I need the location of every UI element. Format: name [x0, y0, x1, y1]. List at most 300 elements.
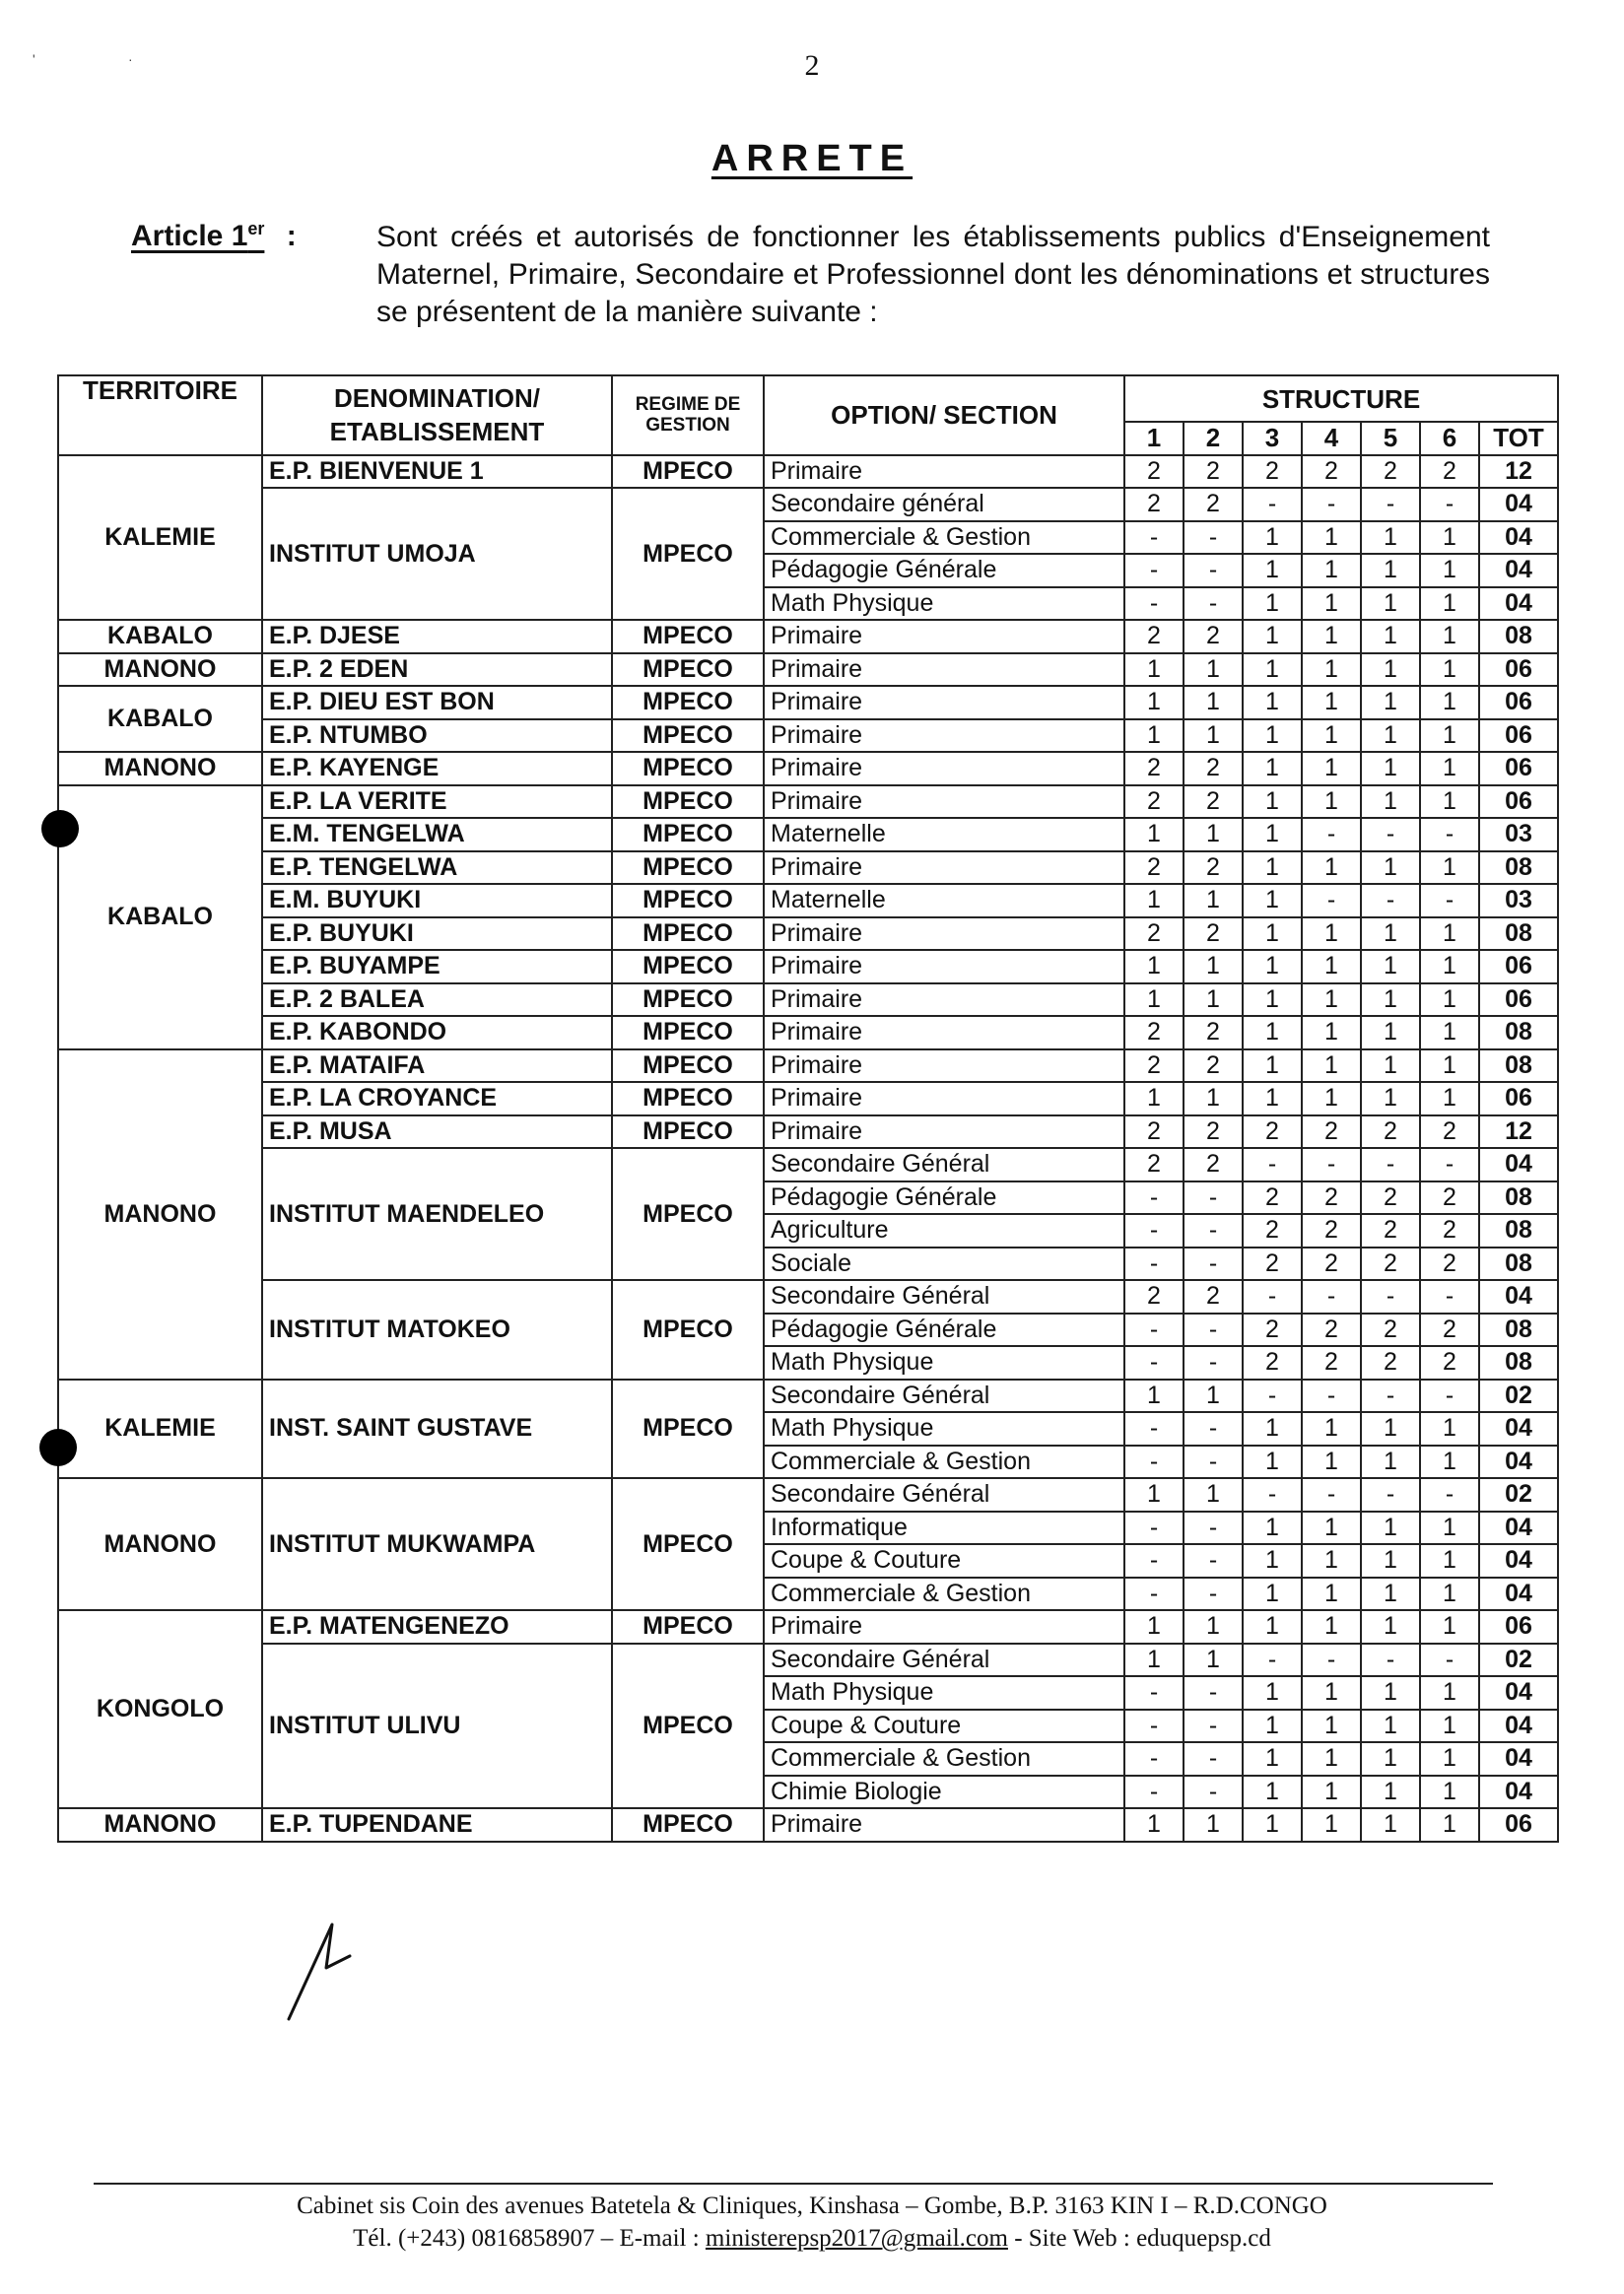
structure-total-cell: 04 [1479, 1280, 1558, 1314]
scan-tick-mark: ' [33, 51, 35, 67]
structure-level-5-cell: 1 [1361, 1512, 1420, 1545]
document-title-text: ARRETE [710, 138, 914, 179]
option-cell: Primaire [764, 917, 1124, 951]
structure-level-4-cell: 1 [1302, 1016, 1361, 1049]
structure-level-3-cell: 1 [1243, 1776, 1302, 1809]
establishment-cell: INSTITUT MUKWAMPA [262, 1478, 612, 1610]
footer-address: Cabinet sis Coin des avenues Batetela & Cliniques, Kinshasa – Gombe, B.P. 3163 KIN I – R.D.CONGO [297, 2193, 1327, 2219]
structure-level-1-cell: 1 [1124, 1808, 1184, 1842]
establishment-cell: E.P. TUPENDANE [262, 1808, 612, 1842]
territoire-cell: MANONO [58, 1049, 262, 1380]
structure-level-5-cell: 1 [1361, 1776, 1420, 1809]
option-cell: Math Physique [764, 1346, 1124, 1380]
structure-level-2-cell: - [1184, 1578, 1243, 1611]
structure-level-5-cell: - [1361, 1380, 1420, 1413]
structure-level-4-cell: 1 [1302, 1512, 1361, 1545]
table-row [58, 785, 1558, 819]
structure-total-cell: 06 [1479, 719, 1558, 753]
structure-level-4-cell: 1 [1302, 917, 1361, 951]
structure-level-5-cell: 1 [1361, 1710, 1420, 1743]
structure-level-3-cell: 1 [1243, 1710, 1302, 1743]
structure-level-6-cell: 1 [1420, 1710, 1479, 1743]
regime-cell: MPECO [612, 719, 764, 753]
structure-level-5-cell: 1 [1361, 785, 1420, 819]
structure-total-cell: 04 [1479, 1710, 1558, 1743]
option-cell: Secondaire Général [764, 1644, 1124, 1677]
establishment-cell: E.P. BIENVENUE 1 [262, 455, 612, 489]
structure-total-cell: 08 [1479, 1016, 1558, 1049]
structure-level-1-cell: 1 [1124, 1644, 1184, 1677]
structure-level-6-cell: 1 [1420, 917, 1479, 951]
structure-level-5-cell: - [1361, 1478, 1420, 1512]
structure-level-4-cell: 2 [1302, 1214, 1361, 1248]
table-row [58, 488, 1558, 521]
structure-total-cell: 02 [1479, 1380, 1558, 1413]
structure-level-4-cell: 1 [1302, 1082, 1361, 1115]
establishment-cell: E.P. MUSA [262, 1115, 612, 1149]
structure-level-1-cell: 2 [1124, 1049, 1184, 1083]
structure-level-2-cell: 1 [1184, 719, 1243, 753]
structure-level-6-cell: 1 [1420, 1512, 1479, 1545]
structure-total-cell: 04 [1479, 521, 1558, 555]
territoire-cell: KALEMIE [58, 455, 262, 621]
structure-total-cell: 04 [1479, 1412, 1558, 1446]
structure-level-2-cell: 2 [1184, 1016, 1243, 1049]
structure-level-4-cell: 1 [1302, 620, 1361, 653]
option-cell: Commerciale & Gestion [764, 1742, 1124, 1776]
table-row [58, 1644, 1558, 1677]
structure-level-1-cell: - [1124, 1544, 1184, 1578]
structure-total-cell: 12 [1479, 455, 1558, 489]
structure-level-4-cell: - [1302, 488, 1361, 521]
establishment-cell: INSTITUT UMOJA [262, 488, 612, 620]
regime-cell: MPECO [612, 950, 764, 983]
establishment-cell: E.P. BUYAMPE [262, 950, 612, 983]
regime-cell: MPECO [612, 785, 764, 819]
structure-level-1-cell: 1 [1124, 1478, 1184, 1512]
structure-level-3-cell: - [1243, 1280, 1302, 1314]
article-label-text [131, 220, 264, 252]
regime-cell: MPECO [612, 1115, 764, 1149]
structure-level-5-cell: 1 [1361, 917, 1420, 951]
table-row [58, 719, 1558, 753]
structure-level-5-cell: 2 [1361, 1248, 1420, 1281]
establishment-cell: E.P. KABONDO [262, 1016, 612, 1049]
structure-level-4-cell: 1 [1302, 1610, 1361, 1644]
structure-level-6-cell: 2 [1420, 1346, 1479, 1380]
structure-level-3-cell: 1 [1243, 1446, 1302, 1479]
article-label [131, 219, 297, 253]
establishment-cell: E.M. TENGELWA [262, 818, 612, 851]
structure-total-cell: 08 [1479, 620, 1558, 653]
table-row [58, 851, 1558, 885]
option-cell: Primaire [764, 851, 1124, 885]
structure-level-5-cell: - [1361, 884, 1420, 917]
establishment-cell: INSTITUT MAENDELEO [262, 1148, 612, 1280]
punch-hole-mark [41, 810, 79, 847]
option-cell: Primaire [764, 1610, 1124, 1644]
structure-level-3-cell: - [1243, 1148, 1302, 1181]
option-cell: Secondaire général [764, 488, 1124, 521]
option-cell: Primaire [764, 983, 1124, 1017]
regime-cell: MPECO [612, 653, 764, 687]
structure-level-1-cell: - [1124, 1181, 1184, 1215]
structure-total-cell: 04 [1479, 554, 1558, 587]
structure-total-cell: 03 [1479, 884, 1558, 917]
structure-level-6-cell: 1 [1420, 1412, 1479, 1446]
header-level-5: 5 [1361, 422, 1420, 455]
structure-level-4-cell: 2 [1302, 1314, 1361, 1347]
table-row [58, 455, 1558, 489]
structure-level-1-cell: - [1124, 1578, 1184, 1611]
structure-level-2-cell: 1 [1184, 983, 1243, 1017]
structure-total-cell: 06 [1479, 653, 1558, 687]
option-cell: Maternelle [764, 884, 1124, 917]
regime-cell: MPECO [612, 686, 764, 719]
structure-total-cell: 04 [1479, 1148, 1558, 1181]
structure-total-cell: 02 [1479, 1478, 1558, 1512]
structure-total-cell: 06 [1479, 752, 1558, 785]
territoire-cell: MANONO [58, 1478, 262, 1610]
structure-level-1-cell: - [1124, 1710, 1184, 1743]
structure-level-2-cell: - [1184, 554, 1243, 587]
option-cell: Math Physique [764, 587, 1124, 621]
structure-level-4-cell: 2 [1302, 1181, 1361, 1215]
structure-level-1-cell: 2 [1124, 1115, 1184, 1149]
option-cell: Math Physique [764, 1412, 1124, 1446]
structure-level-2-cell: 2 [1184, 455, 1243, 489]
structure-total-cell: 12 [1479, 1115, 1558, 1149]
structure-level-5-cell: 2 [1361, 1115, 1420, 1149]
structure-level-6-cell: 1 [1420, 1676, 1479, 1710]
structure-level-2-cell: 1 [1184, 1610, 1243, 1644]
structure-level-1-cell: - [1124, 1248, 1184, 1281]
regime-cell: MPECO [612, 818, 764, 851]
regime-cell: MPECO [612, 752, 764, 785]
option-cell: Commerciale & Gestion [764, 521, 1124, 555]
territoire-cell: MANONO [58, 752, 262, 785]
structure-level-4-cell: 1 [1302, 1446, 1361, 1479]
structure-level-5-cell: 1 [1361, 1610, 1420, 1644]
establishment-cell: E.P. 2 BALEA [262, 983, 612, 1017]
structure-level-1-cell: 2 [1124, 1016, 1184, 1049]
structure-level-6-cell: 2 [1420, 455, 1479, 489]
structure-level-6-cell: 1 [1420, 587, 1479, 621]
table-row [58, 983, 1558, 1017]
structure-level-3-cell: - [1243, 1644, 1302, 1677]
regime-cell: MPECO [612, 1808, 764, 1842]
regime-cell: MPECO [612, 917, 764, 951]
table-row [58, 653, 1558, 687]
structure-level-1-cell: 1 [1124, 1610, 1184, 1644]
option-cell: Secondaire Général [764, 1478, 1124, 1512]
header-option: OPTION/ SECTION [764, 375, 1124, 455]
structure-level-4-cell: 1 [1302, 1544, 1361, 1578]
structure-level-3-cell: 2 [1243, 1314, 1302, 1347]
structure-level-6-cell: 1 [1420, 1808, 1479, 1842]
structure-total-cell: 04 [1479, 1512, 1558, 1545]
structure-level-4-cell: 1 [1302, 983, 1361, 1017]
regime-cell: MPECO [612, 1049, 764, 1083]
table-row [58, 884, 1558, 917]
territoire-cell: MANONO [58, 653, 262, 687]
structure-level-2-cell: 2 [1184, 917, 1243, 951]
regime-cell: MPECO [612, 851, 764, 885]
structure-level-2-cell: 2 [1184, 851, 1243, 885]
structure-level-5-cell: 2 [1361, 1314, 1420, 1347]
structure-level-2-cell: 2 [1184, 1148, 1243, 1181]
structure-total-cell: 06 [1479, 983, 1558, 1017]
option-cell: Primaire [764, 1016, 1124, 1049]
structure-total-cell: 08 [1479, 1248, 1558, 1281]
structure-total-cell: 04 [1479, 587, 1558, 621]
structure-total-cell: 04 [1479, 1446, 1558, 1479]
structure-level-5-cell: 1 [1361, 950, 1420, 983]
article-colon: : [286, 220, 297, 252]
structure-level-2-cell: 2 [1184, 1115, 1243, 1149]
structure-level-5-cell: 1 [1361, 686, 1420, 719]
option-cell: Coupe & Couture [764, 1710, 1124, 1743]
structure-total-cell: 06 [1479, 1808, 1558, 1842]
structure-total-cell: 06 [1479, 1610, 1558, 1644]
structure-level-1-cell: 1 [1124, 1082, 1184, 1115]
territoire-cell: KABALO [58, 686, 262, 752]
structure-level-4-cell: 1 [1302, 1710, 1361, 1743]
establishment-cell: E.P. MATAIFA [262, 1049, 612, 1083]
structure-level-3-cell: 1 [1243, 818, 1302, 851]
structure-level-2-cell: 2 [1184, 488, 1243, 521]
structure-level-3-cell: - [1243, 1380, 1302, 1413]
structure-level-5-cell: - [1361, 488, 1420, 521]
structure-level-1-cell: 1 [1124, 884, 1184, 917]
structure-level-5-cell: 1 [1361, 1049, 1420, 1083]
regime-cell: MPECO [612, 1016, 764, 1049]
structure-level-2-cell: 1 [1184, 653, 1243, 687]
structure-level-4-cell: 1 [1302, 686, 1361, 719]
structure-level-1-cell: 1 [1124, 983, 1184, 1017]
header-level-2: 2 [1184, 422, 1243, 455]
option-cell: Primaire [764, 1115, 1124, 1149]
header-territoire: TERRITOIRE [58, 375, 262, 455]
structure-level-1-cell: 1 [1124, 1380, 1184, 1413]
structure-total-cell: 06 [1479, 950, 1558, 983]
structure-level-3-cell: 2 [1243, 1181, 1302, 1215]
table-row [58, 1148, 1558, 1181]
table-row [58, 818, 1558, 851]
structure-level-6-cell: 1 [1420, 554, 1479, 587]
table-row [58, 1380, 1558, 1413]
option-cell: Pédagogie Générale [764, 554, 1124, 587]
structure-level-3-cell: 1 [1243, 752, 1302, 785]
table-row [58, 620, 1558, 653]
structure-level-2-cell: - [1184, 1346, 1243, 1380]
structure-level-5-cell: 2 [1361, 1214, 1420, 1248]
structure-level-5-cell: 2 [1361, 1181, 1420, 1215]
structure-level-6-cell: 1 [1420, 1610, 1479, 1644]
structure-level-2-cell: 1 [1184, 1644, 1243, 1677]
structure-level-4-cell: 1 [1302, 1049, 1361, 1083]
structure-level-2-cell: 1 [1184, 686, 1243, 719]
structure-level-2-cell: - [1184, 1181, 1243, 1215]
structure-level-4-cell: 1 [1302, 785, 1361, 819]
structure-level-3-cell: 1 [1243, 1742, 1302, 1776]
option-cell: Primaire [764, 620, 1124, 653]
structure-level-6-cell: 1 [1420, 1446, 1479, 1479]
structure-level-3-cell: 1 [1243, 521, 1302, 555]
structure-level-3-cell: 1 [1243, 1578, 1302, 1611]
structure-level-2-cell: 2 [1184, 752, 1243, 785]
structure-level-3-cell: 1 [1243, 1049, 1302, 1083]
structure-level-3-cell: 2 [1243, 1214, 1302, 1248]
structure-level-1-cell: 2 [1124, 917, 1184, 951]
structure-level-3-cell: 1 [1243, 719, 1302, 753]
regime-cell: MPECO [612, 1380, 764, 1479]
establishment-cell: E.P. LA VERITE [262, 785, 612, 819]
table-row [58, 1016, 1558, 1049]
structure-level-1-cell: - [1124, 1512, 1184, 1545]
structure-level-2-cell: 1 [1184, 1808, 1243, 1842]
page-number: 2 [804, 49, 820, 82]
structure-level-1-cell: - [1124, 1446, 1184, 1479]
structure-level-4-cell: 1 [1302, 1742, 1361, 1776]
structure-level-1-cell: - [1124, 1676, 1184, 1710]
structure-level-4-cell: 1 [1302, 1776, 1361, 1809]
structure-level-2-cell: - [1184, 1710, 1243, 1743]
structure-level-1-cell: - [1124, 587, 1184, 621]
structure-level-5-cell: - [1361, 1280, 1420, 1314]
option-cell: Primaire [764, 455, 1124, 489]
structure-level-1-cell: 1 [1124, 719, 1184, 753]
structure-level-1-cell: 1 [1124, 950, 1184, 983]
structure-level-5-cell: 1 [1361, 587, 1420, 621]
structure-level-4-cell: - [1302, 818, 1361, 851]
regime-cell: MPECO [612, 884, 764, 917]
signature-initial [281, 1917, 360, 2025]
regime-cell: MPECO [612, 488, 764, 620]
structure-level-3-cell: 1 [1243, 1512, 1302, 1545]
structure-level-5-cell: 1 [1361, 1016, 1420, 1049]
territoire-cell: KALEMIE [58, 1380, 262, 1479]
table-row [58, 1478, 1558, 1512]
option-cell: Pédagogie Générale [764, 1314, 1124, 1347]
option-cell: Agriculture [764, 1214, 1124, 1248]
structure-level-6-cell: - [1420, 1148, 1479, 1181]
structure-level-5-cell: 2 [1361, 1346, 1420, 1380]
structure-level-1-cell: 1 [1124, 818, 1184, 851]
structure-total-cell: 04 [1479, 1578, 1558, 1611]
structure-level-5-cell: 1 [1361, 752, 1420, 785]
option-cell: Informatique [764, 1512, 1124, 1545]
structure-level-5-cell: 1 [1361, 1544, 1420, 1578]
option-cell: Primaire [764, 752, 1124, 785]
header-total: TOT [1479, 422, 1558, 455]
structure-level-5-cell: 1 [1361, 653, 1420, 687]
structure-level-2-cell: - [1184, 1512, 1243, 1545]
structure-level-5-cell: 1 [1361, 719, 1420, 753]
punch-hole-mark [39, 1429, 77, 1466]
footer-contact [0, 2222, 1624, 2255]
header-structure: STRUCTURE [1124, 375, 1558, 422]
structure-level-1-cell: 2 [1124, 455, 1184, 489]
table-row [58, 950, 1558, 983]
establishment-cell: E.P. KAYENGE [262, 752, 612, 785]
establishment-cell: E.M. BUYUKI [262, 884, 612, 917]
table-header [58, 375, 1558, 455]
structure-level-3-cell: 1 [1243, 917, 1302, 951]
structure-level-1-cell: 2 [1124, 785, 1184, 819]
structure-level-1-cell: - [1124, 1776, 1184, 1809]
structure-level-1-cell: 2 [1124, 851, 1184, 885]
structure-level-2-cell: - [1184, 1248, 1243, 1281]
establishments-table [57, 374, 1559, 1843]
structure-level-3-cell: 1 [1243, 1676, 1302, 1710]
structure-level-1-cell: - [1124, 1214, 1184, 1248]
structure-level-3-cell: 1 [1243, 950, 1302, 983]
structure-total-cell: 08 [1479, 917, 1558, 951]
structure-level-6-cell: - [1420, 1478, 1479, 1512]
table-row [58, 686, 1558, 719]
regime-cell: MPECO [612, 1478, 764, 1610]
structure-level-6-cell: 2 [1420, 1115, 1479, 1149]
table-row [58, 917, 1558, 951]
structure-level-4-cell: 2 [1302, 1248, 1361, 1281]
option-cell: Primaire [764, 686, 1124, 719]
structure-level-6-cell: 1 [1420, 719, 1479, 753]
structure-level-1-cell: 2 [1124, 752, 1184, 785]
establishment-cell: E.P. DIEU EST BON [262, 686, 612, 719]
header-level-3: 3 [1243, 422, 1302, 455]
structure-level-2-cell: - [1184, 1314, 1243, 1347]
structure-level-3-cell: 1 [1243, 1412, 1302, 1446]
table-row [58, 1115, 1558, 1149]
structure-level-2-cell: - [1184, 521, 1243, 555]
table-row [58, 1280, 1558, 1314]
footer-email-link[interactable]: ministerepsp2017@gmail.com [705, 2225, 1008, 2252]
article-superscript: er [247, 219, 265, 238]
header-level-4: 4 [1302, 422, 1361, 455]
structure-level-2-cell: - [1184, 1544, 1243, 1578]
footer [0, 2190, 1624, 2255]
establishment-cell: E.P. BUYUKI [262, 917, 612, 951]
structure-level-5-cell: 2 [1361, 455, 1420, 489]
structure-level-1-cell: - [1124, 1412, 1184, 1446]
structure-level-1-cell: - [1124, 554, 1184, 587]
structure-level-6-cell: 1 [1420, 950, 1479, 983]
structure-level-4-cell: - [1302, 1644, 1361, 1677]
structure-level-5-cell: 1 [1361, 1742, 1420, 1776]
territoire-cell: KABALO [58, 785, 262, 1049]
structure-level-2-cell: - [1184, 1676, 1243, 1710]
structure-level-6-cell: 2 [1420, 1181, 1479, 1215]
structure-level-5-cell: 1 [1361, 1412, 1420, 1446]
structure-level-4-cell: 2 [1302, 455, 1361, 489]
structure-level-3-cell: 1 [1243, 884, 1302, 917]
structure-level-4-cell: - [1302, 1148, 1361, 1181]
structure-total-cell: 04 [1479, 1676, 1558, 1710]
header-level-6: 6 [1420, 422, 1479, 455]
document-title [0, 138, 1624, 180]
structure-level-2-cell: 1 [1184, 950, 1243, 983]
option-cell: Primaire [764, 1082, 1124, 1115]
structure-level-3-cell: 1 [1243, 686, 1302, 719]
structure-level-1-cell: 1 [1124, 686, 1184, 719]
structure-level-2-cell: 2 [1184, 785, 1243, 819]
structure-level-3-cell: 1 [1243, 1544, 1302, 1578]
structure-level-4-cell: - [1302, 1478, 1361, 1512]
structure-level-4-cell: 1 [1302, 719, 1361, 753]
structure-level-2-cell: - [1184, 587, 1243, 621]
structure-level-2-cell: - [1184, 1214, 1243, 1248]
